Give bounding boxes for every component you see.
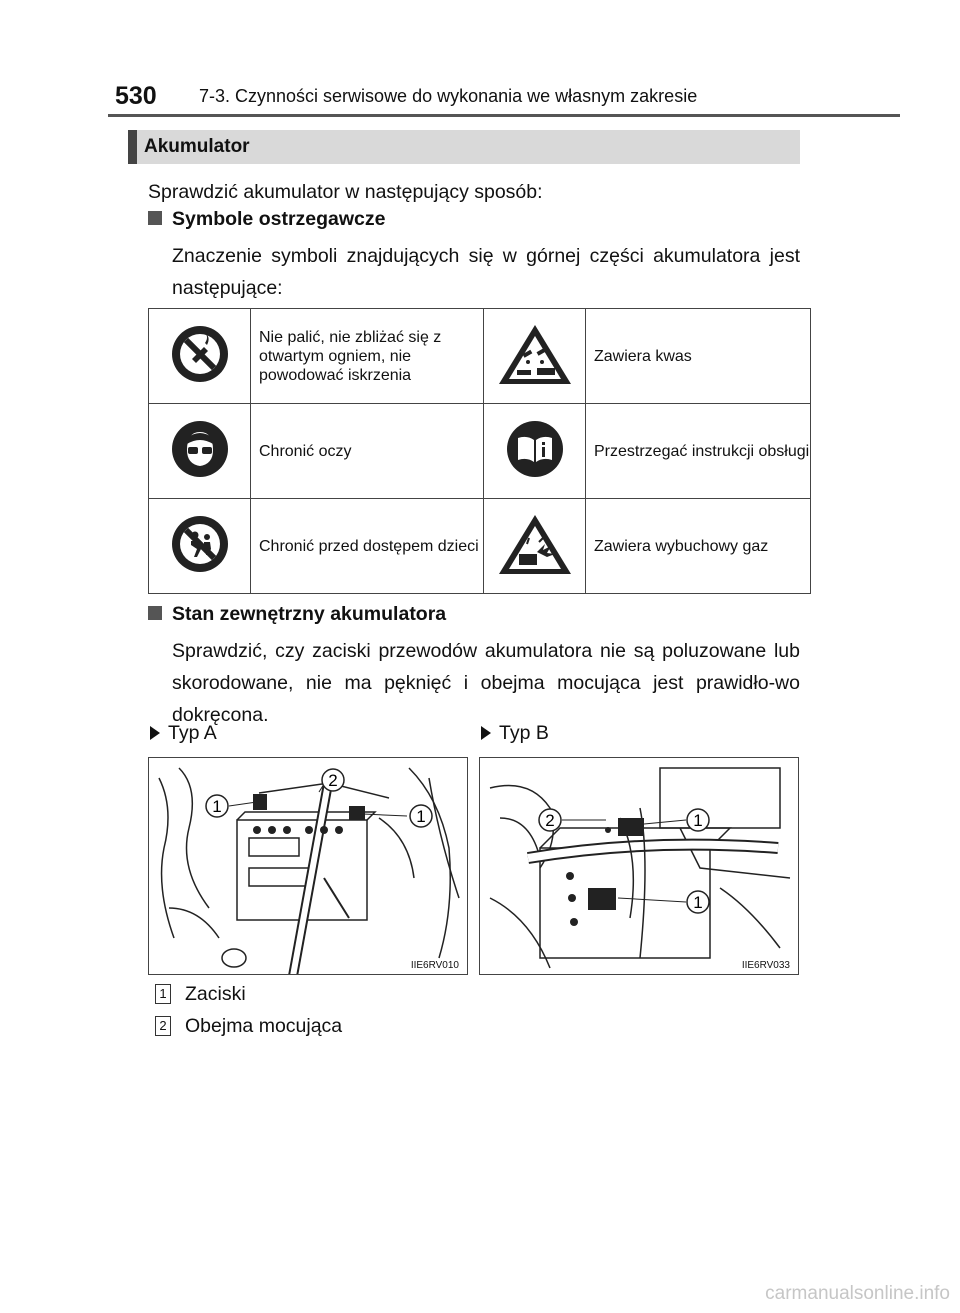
legend-number: 2 — [155, 1016, 171, 1036]
read-manual-icon — [484, 404, 586, 499]
warning-symbols-paragraph: Znaczenie symboli znajdujących się w górnej części akumulatora jest następujące: — [172, 245, 800, 299]
square-bullet-icon — [148, 606, 162, 620]
symbol-label: Przestrzegać instrukcji obsługi — [586, 404, 811, 499]
warning-symbols-table — [148, 308, 811, 594]
table-row — [149, 404, 811, 499]
chapter-header: 7-3. Czynności serwisowe do wykonania we własnym zakresie — [199, 86, 698, 106]
symbol-label: Zawiera wybuchowy gaz — [586, 499, 811, 594]
callout-bracket: 2 — [545, 811, 555, 830]
section-title-bar — [128, 130, 800, 164]
callout-clamp: 1 — [693, 811, 703, 830]
subheading-text: Stan zewnętrzny akumulatora — [172, 603, 447, 625]
legend-number: 1 — [155, 984, 171, 1004]
symbol-label: Nie palić, nie zbliżać się z otwartym ogniem, nie powodować iskrzenia — [251, 309, 484, 404]
section-accent — [128, 130, 137, 164]
legend-text: Obejma mocująca — [185, 1015, 343, 1037]
symbol-label: Chronić przed dostępem dzieci — [251, 499, 484, 594]
figure-label-text: Typ B — [499, 722, 549, 744]
battery-illustration-type-b — [479, 757, 799, 975]
legend-text: Zaciski — [185, 983, 246, 1005]
intro-text: Sprawdzić akumulator w następujący sposób: — [148, 181, 543, 203]
figure-code: IIE6RV033 — [741, 960, 790, 971]
figure-label-type-a — [150, 722, 217, 745]
callout-clamp: 1 — [212, 797, 222, 816]
explosive-gas-icon — [484, 499, 586, 594]
battery-drawing-b — [480, 758, 798, 974]
callout-clamp: 1 — [693, 893, 703, 912]
header-divider — [108, 114, 900, 117]
legend-item — [155, 1015, 342, 1038]
battery-drawing-a — [149, 758, 467, 974]
battery-illustration-type-a — [148, 757, 468, 975]
figure-label-type-b — [481, 722, 549, 745]
callout-clamp: 1 — [416, 807, 426, 826]
keep-away-children-icon — [149, 499, 251, 594]
subheading-exterior — [148, 603, 446, 626]
exterior-paragraph: Sprawdzić, czy zaciski przewodów akumulatora nie są poluzowane lub skorodowane, nie ma pęknięć i obejma mocująca jest prawidło-wo dokręcona. — [172, 640, 800, 726]
symbol-label: Chronić oczy — [251, 404, 484, 499]
legend-item — [155, 983, 246, 1006]
table-row — [149, 309, 811, 404]
subheading-text: Symbole ostrzegawcze — [172, 208, 386, 230]
table-row — [149, 499, 811, 594]
figure-code: IIE6RV010 — [410, 960, 459, 971]
no-smoking-icon — [149, 309, 251, 404]
triangle-bullet-icon — [150, 726, 160, 740]
square-bullet-icon — [148, 211, 162, 225]
triangle-bullet-icon — [481, 726, 491, 740]
page-number: 530 — [115, 82, 157, 110]
eye-protection-icon — [149, 404, 251, 499]
section-title: Akumulator — [144, 136, 250, 157]
watermark: carmanualsonline.info — [765, 1283, 950, 1304]
callout-bracket: 2 — [328, 771, 338, 790]
symbol-label: Zawiera kwas — [586, 309, 811, 404]
figure-label-text: Typ A — [168, 722, 217, 744]
acid-warning-icon — [484, 309, 586, 404]
subheading-warning-symbols — [148, 208, 386, 231]
